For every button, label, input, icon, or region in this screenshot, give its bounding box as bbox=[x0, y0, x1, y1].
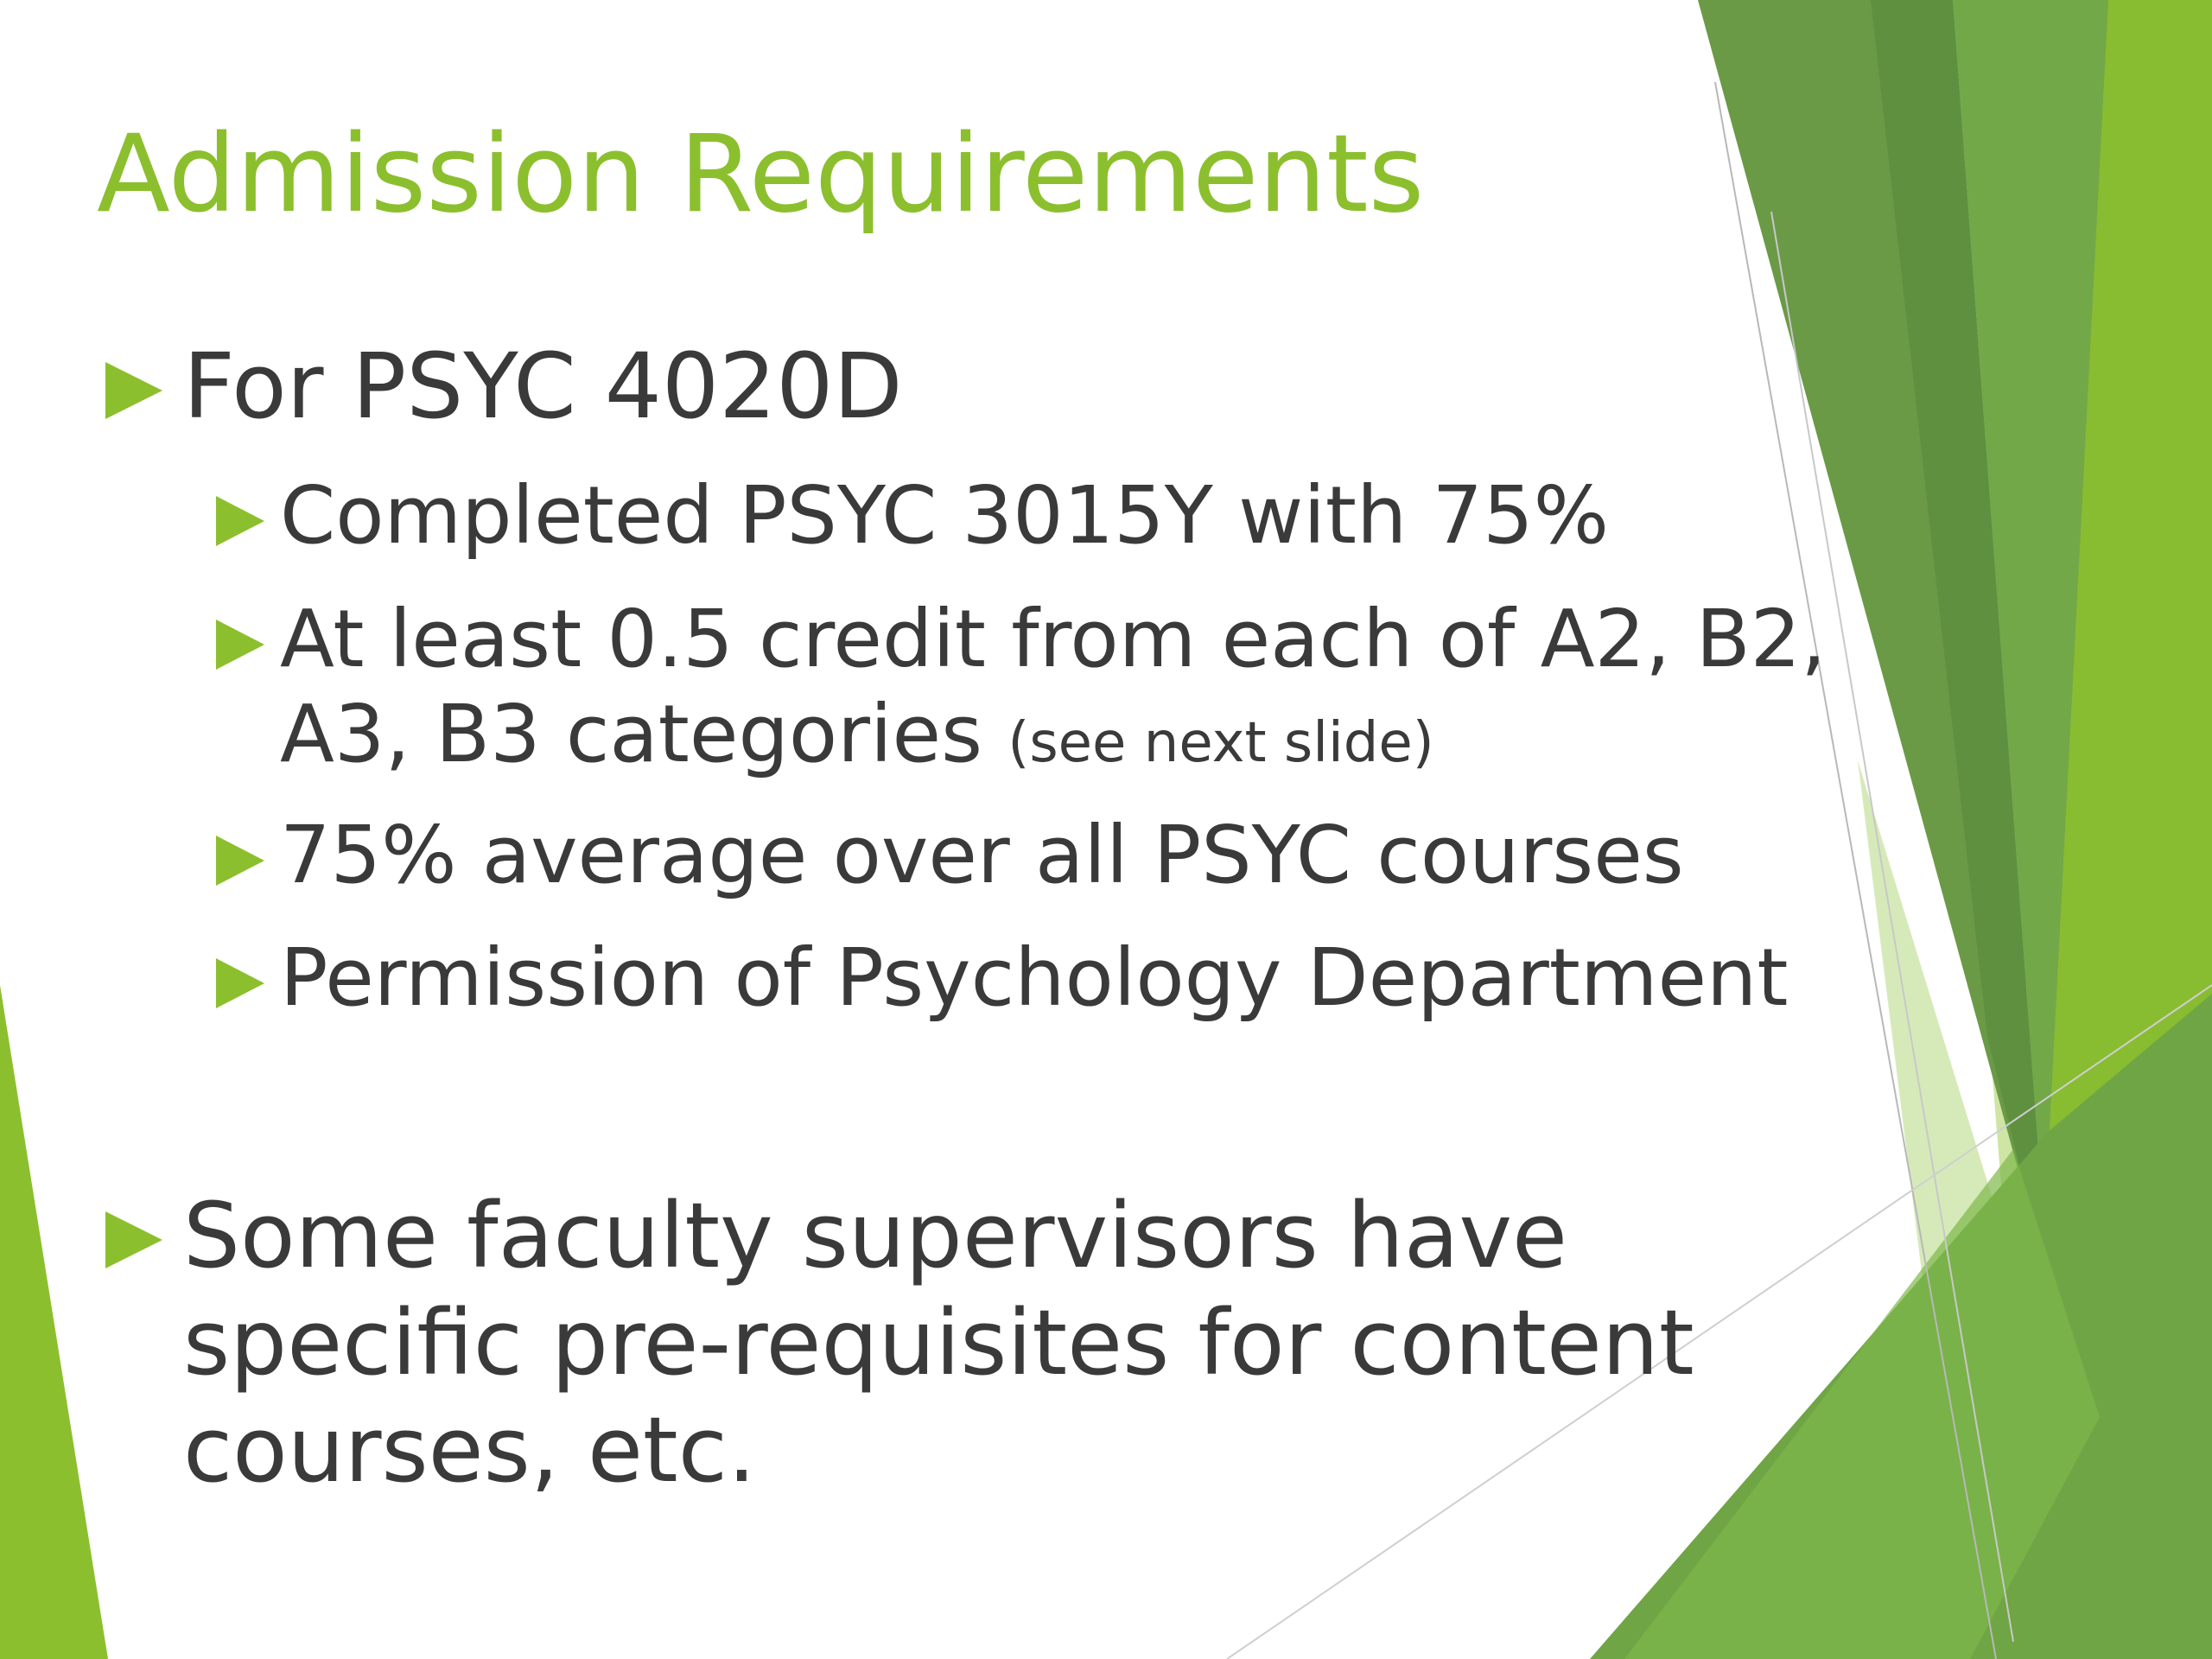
sub-bullet-text: At least 0.5 credit from each of A2, B2, A3, B3 categories bbox=[280, 593, 1827, 780]
green-triangle-arrow-icon bbox=[105, 362, 162, 419]
left-accent-shape bbox=[0, 985, 108, 1659]
green-triangle-arrow-icon bbox=[216, 496, 264, 546]
sub-bullet-permission bbox=[216, 931, 1858, 1026]
slide-title: Admission Requirements bbox=[97, 112, 1425, 237]
sub-bullet-credit-categories bbox=[216, 592, 1858, 791]
sub-bullet-text: Completed PSYC 3015Y with 75% bbox=[280, 469, 1610, 562]
green-triangle-arrow-icon bbox=[216, 836, 264, 886]
sub-bullet-average bbox=[216, 808, 1858, 903]
green-triangle-arrow-icon bbox=[216, 958, 264, 1008]
green-triangle-arrow-icon bbox=[105, 1211, 162, 1268]
sub-bullet-text: Permission of Psychology Department bbox=[280, 931, 1789, 1024]
bullet-psyc-4020d bbox=[105, 333, 1747, 440]
see-next-slide-note: (see next slide) bbox=[1007, 711, 1434, 775]
sub-bullet-text-wrapper bbox=[280, 592, 1858, 791]
bullet-faculty-prerequisites bbox=[105, 1182, 1747, 1503]
bullet-text: Some faculty supervisors have specific pre-requisites for content courses, etc. bbox=[183, 1183, 1694, 1503]
bullet-text: For PSYC 4020D bbox=[183, 334, 903, 439]
sub-bullet-text: 75% average over all PSYC courses bbox=[280, 809, 1684, 901]
sub-bullet-completed-psyc-3015y bbox=[216, 468, 1858, 563]
green-triangle-arrow-icon bbox=[216, 620, 264, 670]
